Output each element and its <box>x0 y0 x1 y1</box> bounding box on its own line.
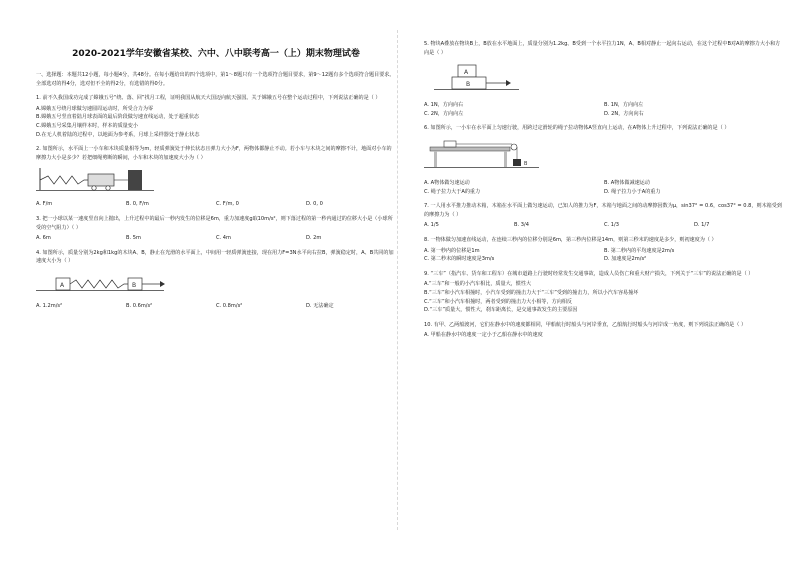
question-text: 7. 一人用水平推力推动木箱，木箱在水平面上做匀速运动，已知人的推力为F，木箱与地面之间的动摩擦因数为μ，sin37° = 0.6，cos37° = 0.8，则木箱受到的摩擦力为（ ） <box>424 203 782 218</box>
answer-option: C. 绳子拉力大于A的重力 <box>424 188 481 195</box>
question-figure <box>424 137 784 177</box>
question-r5 <box>424 270 784 315</box>
answer-option: D. 2m <box>306 235 322 242</box>
question-text: 2. 如图所示，水平面上一小车和木块质量相等为m，轻质弹簧处于伸长状态且弹力大小为F，两物体都静止不动。若小车与木块之间的摩擦不计，地面对小车的摩擦力大小是多少？若把细绳剪断的瞬间，小车和木块的加速度大小为（ ） <box>36 146 392 161</box>
answer-options <box>36 105 396 139</box>
question-text: 8. 一物体做匀加速直线运动，在连续三秒内的位移分别是6m，第三秒内位移是14m，则第三秒末的速度是多少，则初速度为（ ） <box>424 236 717 243</box>
answer-options <box>424 101 784 118</box>
question-text: 3. 把一小球以某一速度竖直向上抛出，上升过程中的最后一秒内发生的位移是6m，重力加速度g取10m/s²，则下落过程的第一秒内通过的位移大小是（小球所受的空气阻力）（ ） <box>36 215 393 231</box>
answer-option: B. 5m <box>126 235 141 242</box>
question-figure <box>424 61 784 99</box>
answer-option: B. 3/4 <box>514 222 529 229</box>
question-text: 6. 如图所示，一小车在水平面上匀速行驶，用跨过定滑轮的绳子拉动物体A竖直向上运动，在A物体上升过程中，下列说法正确的是（ ） <box>424 125 730 132</box>
question-l4 <box>36 249 396 311</box>
answer-option: D. 0, 0 <box>306 201 323 208</box>
answer-options <box>424 331 784 340</box>
svg-text:A: A <box>60 281 65 289</box>
answer-option: D. 加速度是2m/s² <box>604 256 647 263</box>
answer-option: D. 1/7 <box>694 222 710 229</box>
answer-option: A. 6m <box>36 235 51 242</box>
answer-option: A.“三车”和一般的小汽车相比，质量大，惯性大 <box>424 281 532 288</box>
answer-option: A. 1.2m/s² <box>36 302 63 309</box>
question-text: 4. 如图所示，质量分别为2kg和1kg的木块A、B，静止在光滑的水平面上，中间用一轻质弹簧连接，现在用力F=3N水平向右拉B，弹簧稳定时，A、B共同的加速度大小为（ ） <box>36 249 394 265</box>
answer-option: C. 第二秒末的瞬时速度是3m/s <box>424 256 495 263</box>
page-fold-line <box>397 30 398 530</box>
spring-blocks-figure <box>36 270 166 296</box>
question-text: 10. 有甲、乙两船渡河，它们在静水中的速度都相同，甲船航行时船头与河岸垂直，乙船航行时船头与河岸成一角度，则下列说法正确的是（ ） <box>424 321 747 328</box>
question-figure <box>36 270 396 300</box>
answer-options <box>424 247 784 264</box>
right-column <box>424 34 784 340</box>
left-question-list <box>36 94 396 310</box>
question-l2 <box>36 145 396 209</box>
answer-option: D.在无人机着陆的过程中，以地面为参考系，月球上采样器处于静止状态 <box>36 131 200 138</box>
question-r2 <box>424 124 784 196</box>
answer-option: C. 0.8m/s² <box>216 302 243 309</box>
question-figure <box>36 166 396 198</box>
answer-option: C. F/m, 0 <box>216 201 239 208</box>
answer-option: D. 无法确定 <box>306 302 334 309</box>
answer-option: A. A物体做匀速运动 <box>424 179 470 186</box>
answer-options <box>36 234 396 243</box>
answer-option: C. 2N，方向向左 <box>424 110 464 117</box>
answer-option: B. 0.6m/s² <box>126 302 153 309</box>
answer-option: B.“三车”和小汽车相撞时，小汽车受到的撞击力大于“三车”受到的撞击力，所以小汽车容易撞坏 <box>424 289 639 296</box>
answer-option: C.“三车”和小汽车相撞时，两者受到的撞击力大小相等，方向相反 <box>424 298 572 305</box>
pulley-table-figure <box>424 137 544 173</box>
answer-option: C.嫦娥五号采集月壤样本时，样本的质量变小 <box>36 122 138 129</box>
cart-spring-figure <box>36 166 156 194</box>
answer-options <box>424 179 784 196</box>
answer-option: A. F/m <box>36 201 53 208</box>
answer-option: A. 1/5 <box>424 222 439 229</box>
answer-option: B.嫦娥五号竖直着陆月球表面的最后阶段做匀速直线运动，处于超重状态 <box>36 114 200 121</box>
answer-option: C. 4m <box>216 235 231 242</box>
answer-option: B. 1N，方向向左 <box>604 102 644 109</box>
answer-option: A. 1N，方向向右 <box>424 102 464 109</box>
answer-options <box>36 302 396 311</box>
exam-title: 2020-2021学年安徽省某校、六中、八中联考高一（上）期末物理试卷 <box>72 49 360 59</box>
question-r3 <box>424 202 784 230</box>
question-l1 <box>36 94 396 139</box>
answer-options <box>424 280 784 314</box>
stacked-blocks-figure <box>424 61 524 95</box>
answer-options <box>36 200 396 209</box>
question-r4 <box>424 236 784 264</box>
answer-option: B. 第二秒内的平均速度是2m/s <box>604 247 675 254</box>
svg-text:A: A <box>464 69 469 77</box>
answer-option: B. A物体做减速运动 <box>604 179 650 186</box>
answer-option: A. 甲船在静水中的速度一定小于乙船在静水中的速度 <box>424 332 543 339</box>
answer-option: D. 2N，方向向右 <box>604 110 644 117</box>
left-column <box>36 30 396 311</box>
question-text: 5. 物块A叠放在物块B上，B放在水平地面上，质量分别为1.2kg、B受到一个水平拉力1N，A、B相对静止一起向右运动，在这个过程中B对A的摩擦力大小和方向是（ ） <box>424 41 781 56</box>
svg-text:B: B <box>466 81 471 89</box>
svg-text:B: B <box>132 281 137 289</box>
question-r6 <box>424 321 784 340</box>
question-r1 <box>424 40 784 118</box>
answer-option: A. 第一秒内的位移是1m <box>424 247 480 254</box>
question-l3 <box>36 215 396 243</box>
answer-option: D.“三车”质量大，惯性大，刹车距离长，是交通事故发生的主要原因 <box>424 307 578 314</box>
section-heading: 一、选择题：本题共12小题，每小题4分，共48分。在每小题给出的四个选项中，第1～8题只有一个选项符合题目要求，第9～12题有多个选项符合题目要求。全部选对的得4分，选对但不全的得2分，有选错的得0分。 <box>36 72 395 87</box>
answer-options <box>424 221 784 230</box>
answer-option: C. 1/3 <box>604 222 619 229</box>
answer-option: B. 0, F/m <box>126 201 149 208</box>
question-text: 9. “三车”（指汽车、货车和工程车）在城市道路上行驶时经常发生交通事故，造成人员伤亡和重大财产损失，下列关于“三车”的说法正确的是（ ） <box>424 270 754 277</box>
right-question-list <box>424 40 784 340</box>
answer-option: D. 绳子拉力小于A的重力 <box>604 188 661 195</box>
answer-option: A.嫦娥五号绕月球做匀速圆周运动时，所受合力为零 <box>36 105 154 112</box>
svg-text:B: B <box>524 160 528 167</box>
question-text: 1. 前不久我国成功完成了嫦娥五号“绕、落、回”找月工程，证明我国从航天大国迈向航天强国。关于嫦娥五号在整个运动过程中，下列说法正确的是（ ） <box>36 95 381 102</box>
